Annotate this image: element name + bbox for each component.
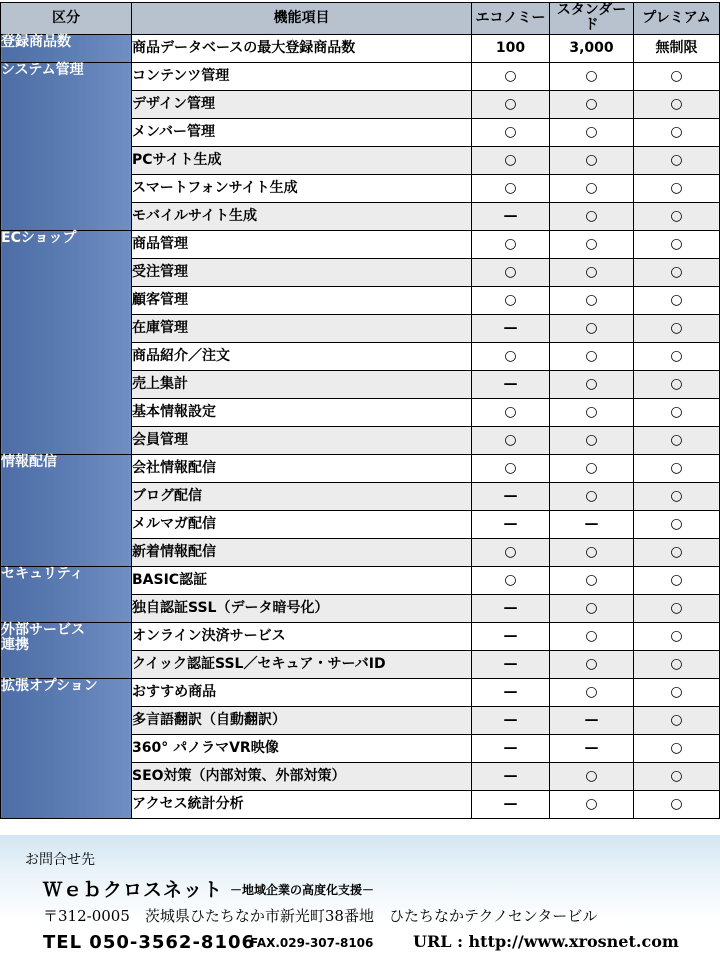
- premium-cell: ○: [634, 90, 720, 118]
- economy-cell: —: [472, 734, 550, 762]
- premium-cell: ○: [634, 762, 720, 790]
- category-cell: 登録商品数: [1, 34, 132, 62]
- economy-cell: —: [472, 314, 550, 342]
- premium-cell: ○: [634, 202, 720, 230]
- economy-cell: ○: [472, 454, 550, 482]
- table-row: [1, 230, 720, 258]
- feature-cell: 顧客管理: [132, 286, 472, 314]
- table-row: [1, 566, 720, 594]
- feature-cell: メンバー管理: [132, 118, 472, 146]
- feature-cell: 360° パノラマVR映像: [132, 734, 472, 762]
- economy-cell: —: [472, 594, 550, 622]
- economy-cell: ○: [472, 146, 550, 174]
- feature-cell: BASIC認証: [132, 566, 472, 594]
- feature-cell: 売上集計: [132, 370, 472, 398]
- category-cell: セキュリティ: [1, 566, 132, 622]
- premium-cell: ○: [634, 426, 720, 454]
- premium-cell: ○: [634, 734, 720, 762]
- premium-cell: ○: [634, 174, 720, 202]
- feature-cell: コンテンツ管理: [132, 62, 472, 90]
- standard-cell: ○: [550, 314, 634, 342]
- standard-cell: ○: [550, 230, 634, 258]
- standard-cell: ○: [550, 454, 634, 482]
- header-premium: プレミアム: [634, 3, 720, 35]
- category-cell: 拡張オプション: [1, 678, 132, 818]
- standard-cell: ○: [550, 342, 634, 370]
- feature-cell: 新着情報配信: [132, 538, 472, 566]
- feature-cell: 受注管理: [132, 258, 472, 286]
- header-economy: エコノミー: [472, 3, 550, 35]
- feature-cell: おすすめ商品: [132, 678, 472, 706]
- premium-cell: ○: [634, 286, 720, 314]
- premium-cell: ○: [634, 482, 720, 510]
- economy-cell: ○: [472, 566, 550, 594]
- premium-cell: ○: [634, 594, 720, 622]
- table-row: [1, 454, 720, 482]
- economy-cell: —: [472, 762, 550, 790]
- premium-cell: ○: [634, 62, 720, 90]
- contact-label: お問合せ先: [25, 852, 95, 868]
- feature-cell: 商品管理: [132, 230, 472, 258]
- economy-cell: ○: [472, 118, 550, 146]
- company-address: 〒312-0005 茨城県ひたちなか市新光町38番地 ひたちなかテクノセンタービル: [43, 907, 598, 925]
- feature-cell: アクセス統計分析: [132, 790, 472, 818]
- premium-cell: ○: [634, 454, 720, 482]
- standard-cell: ○: [550, 202, 634, 230]
- table-body: [1, 34, 720, 818]
- standard-cell: ○: [550, 482, 634, 510]
- standard-cell: ○: [550, 90, 634, 118]
- company-fax: FAX.029-307-8106: [250, 936, 374, 950]
- standard-cell: ○: [550, 650, 634, 678]
- category-cell: 外部サービス 連携: [1, 622, 132, 678]
- economy-cell: —: [472, 790, 550, 818]
- standard-cell: —: [550, 706, 634, 734]
- standard-cell: ○: [550, 174, 634, 202]
- economy-cell: —: [472, 202, 550, 230]
- premium-cell: ○: [634, 706, 720, 734]
- header-feature: 機能項目: [132, 3, 472, 35]
- header-standard: スタンダード: [550, 3, 634, 35]
- feature-cell: 会員管理: [132, 426, 472, 454]
- feature-cell: 独自認証SSL（データ暗号化）: [132, 594, 472, 622]
- economy-cell: ○: [472, 398, 550, 426]
- premium-cell: ○: [634, 230, 720, 258]
- standard-cell: ○: [550, 118, 634, 146]
- premium-cell: ○: [634, 118, 720, 146]
- standard-cell: ○: [550, 594, 634, 622]
- standard-cell: —: [550, 734, 634, 762]
- economy-cell: —: [472, 706, 550, 734]
- company-tel: TEL 050-3562-8106: [43, 932, 256, 953]
- economy-cell: ○: [472, 258, 550, 286]
- standard-cell: ○: [550, 398, 634, 426]
- economy-cell: ○: [472, 174, 550, 202]
- category-cell: ECショップ: [1, 230, 132, 454]
- standard-cell: 3,000: [550, 34, 634, 62]
- feature-cell: 多言語翻訳（自動翻訳）: [132, 706, 472, 734]
- standard-cell: ○: [550, 426, 634, 454]
- standard-cell: ○: [550, 566, 634, 594]
- feature-cell: PCサイト生成: [132, 146, 472, 174]
- economy-cell: ○: [472, 342, 550, 370]
- premium-cell: ○: [634, 790, 720, 818]
- economy-cell: —: [472, 482, 550, 510]
- premium-cell: ○: [634, 370, 720, 398]
- feature-cell: クイック認証SSL／セキュア・サーバID: [132, 650, 472, 678]
- category-cell: システム管理: [1, 62, 132, 230]
- premium-cell: ○: [634, 314, 720, 342]
- standard-cell: ○: [550, 258, 634, 286]
- premium-cell: ○: [634, 510, 720, 538]
- feature-comparison-table: [0, 2, 720, 819]
- feature-cell: 商品紹介／注文: [132, 342, 472, 370]
- feature-cell: オンライン決済サービス: [132, 622, 472, 650]
- premium-cell: ○: [634, 398, 720, 426]
- economy-cell: ○: [472, 230, 550, 258]
- standard-cell: ○: [550, 286, 634, 314]
- feature-cell: ブログ配信: [132, 482, 472, 510]
- table-row: [1, 678, 720, 706]
- company-name: Ｗｅｂクロスネット: [43, 879, 224, 901]
- economy-cell: —: [472, 510, 550, 538]
- standard-cell: ○: [550, 370, 634, 398]
- premium-cell: ○: [634, 622, 720, 650]
- economy-cell: —: [472, 370, 550, 398]
- feature-cell: 在庫管理: [132, 314, 472, 342]
- feature-cell: 商品データベースの最大登録商品数: [132, 34, 472, 62]
- premium-cell: 無制限: [634, 34, 720, 62]
- feature-cell: デザイン管理: [132, 90, 472, 118]
- standard-cell: ○: [550, 790, 634, 818]
- standard-cell: —: [550, 510, 634, 538]
- standard-cell: ○: [550, 538, 634, 566]
- premium-cell: ○: [634, 566, 720, 594]
- economy-cell: ○: [472, 538, 550, 566]
- standard-cell: ○: [550, 622, 634, 650]
- standard-cell: ○: [550, 678, 634, 706]
- economy-cell: —: [472, 622, 550, 650]
- premium-cell: ○: [634, 538, 720, 566]
- standard-cell: ○: [550, 146, 634, 174]
- company-url[interactable]: URL : http://www.xrosnet.com: [413, 932, 679, 951]
- economy-cell: ○: [472, 90, 550, 118]
- feature-cell: モバイルサイト生成: [132, 202, 472, 230]
- feature-cell: メルマガ配信: [132, 510, 472, 538]
- standard-cell: ○: [550, 762, 634, 790]
- economy-cell: 100: [472, 34, 550, 62]
- header-category: 区分: [1, 3, 132, 35]
- table-header-row: [1, 3, 720, 35]
- premium-cell: ○: [634, 258, 720, 286]
- category-cell: 情報配信: [1, 454, 132, 566]
- contact-footer: [0, 835, 720, 960]
- feature-cell: SEO対策（内部対策、外部対策）: [132, 762, 472, 790]
- premium-cell: ○: [634, 342, 720, 370]
- standard-cell: ○: [550, 62, 634, 90]
- feature-cell: スマートフォンサイト生成: [132, 174, 472, 202]
- feature-cell: 基本情報設定: [132, 398, 472, 426]
- table-row: [1, 62, 720, 90]
- premium-cell: ○: [634, 678, 720, 706]
- table-row: [1, 622, 720, 650]
- economy-cell: ○: [472, 62, 550, 90]
- economy-cell: ○: [472, 286, 550, 314]
- economy-cell: ○: [472, 426, 550, 454]
- premium-cell: ○: [634, 146, 720, 174]
- feature-cell: 会社情報配信: [132, 454, 472, 482]
- company-tagline: －地域企業の高度化支援－: [230, 883, 375, 897]
- table-row: [1, 34, 720, 62]
- economy-cell: —: [472, 678, 550, 706]
- economy-cell: —: [472, 650, 550, 678]
- premium-cell: ○: [634, 650, 720, 678]
